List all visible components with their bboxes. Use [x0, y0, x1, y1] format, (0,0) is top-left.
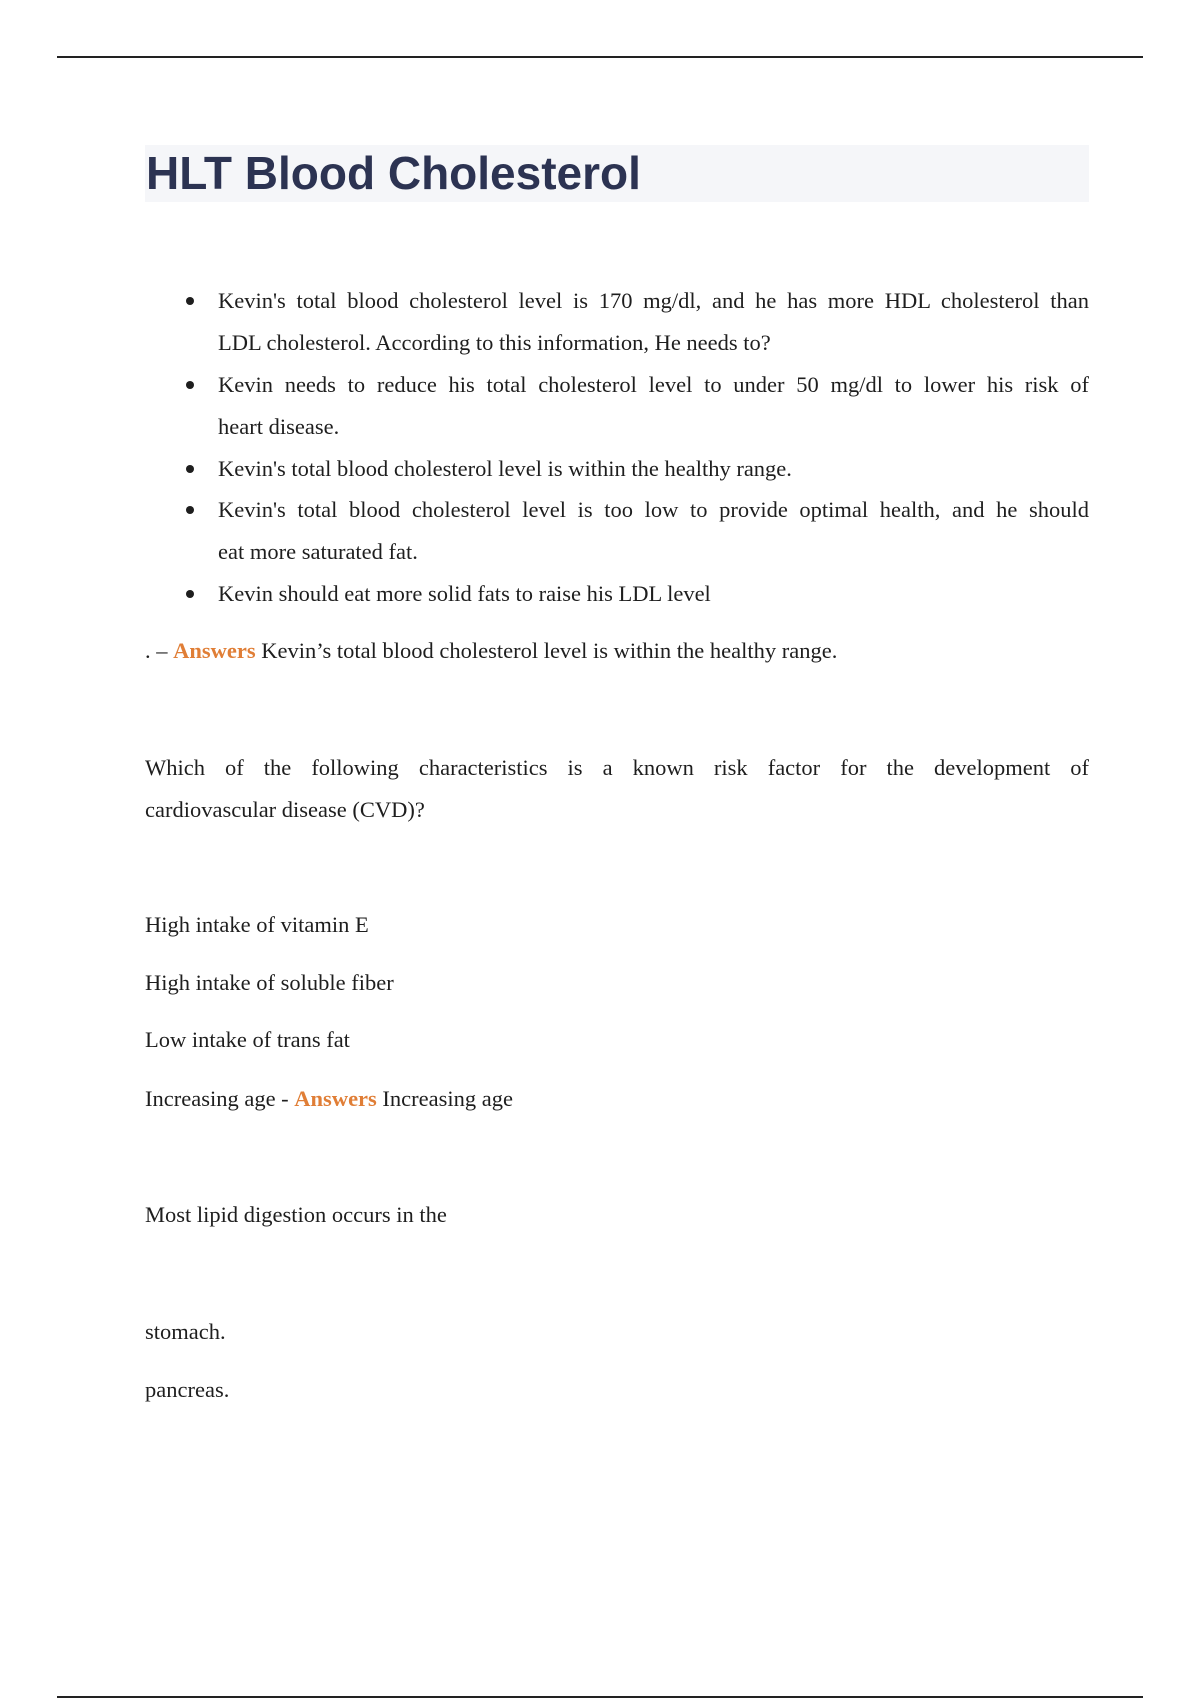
option-line: Kevin's total blood cholesterol level is too low to provide optimal health, and he should	[218, 497, 1089, 522]
option-line: heart disease.	[218, 414, 340, 439]
question-line: cardiovascular disease (CVD)?	[145, 797, 425, 822]
list-item	[218, 448, 1089, 489]
list-item	[218, 280, 1089, 364]
option-line: Kevin needs to reduce his total cholesterol level to under 50 mg/dl to lower his risk of	[218, 372, 1089, 397]
bullet-icon	[186, 297, 194, 305]
header-rule	[57, 56, 1143, 58]
answer-prefix: . –	[145, 638, 174, 663]
question-2-option: High intake of soluble fiber	[145, 970, 394, 995]
question-2-option: Low intake of trans fat	[145, 1027, 350, 1052]
question-3-option: pancreas.	[145, 1377, 230, 1402]
question-3: Most lipid digestion occurs in the	[145, 1202, 447, 1227]
answer-text: Increasing age	[376, 1086, 513, 1111]
option-line: Kevin's total blood cholesterol level is within the healthy range.	[218, 456, 792, 481]
option-line: eat more saturated fat.	[218, 539, 418, 564]
list-item	[218, 364, 1089, 448]
question-2-answer	[145, 1078, 513, 1120]
question-2-option: High intake of vitamin E	[145, 912, 369, 937]
question-1-options	[218, 280, 1089, 615]
question-2-option: Increasing age -	[145, 1086, 295, 1111]
bullet-icon	[186, 506, 194, 514]
bullet-icon	[186, 381, 194, 389]
answers-label: Answers	[173, 638, 256, 663]
bullet-icon	[186, 465, 194, 473]
list-item	[218, 573, 1089, 615]
list-item	[218, 489, 1089, 573]
option-line: Kevin should eat more solid fats to raise his LDL level	[218, 581, 711, 606]
footer-rule	[57, 1696, 1143, 1698]
bullet-icon	[186, 590, 194, 598]
question-1-answer	[145, 630, 837, 672]
page-title: HLT Blood Cholesterol	[146, 147, 641, 199]
question-2	[145, 747, 1089, 831]
question-line: Which of the following characteristics is a known risk factor for the development of	[145, 755, 1089, 780]
answer-text: Kevin’s total blood cholesterol level is within the healthy range.	[255, 638, 838, 663]
answers-label: Answers	[294, 1086, 377, 1111]
question-3-option: stomach.	[145, 1319, 226, 1344]
option-line: Kevin's total blood cholesterol level is 170 mg/dl, and he has more HDL cholesterol than	[218, 288, 1089, 313]
option-line: LDL cholesterol. According to this information, He needs to?	[218, 330, 771, 355]
